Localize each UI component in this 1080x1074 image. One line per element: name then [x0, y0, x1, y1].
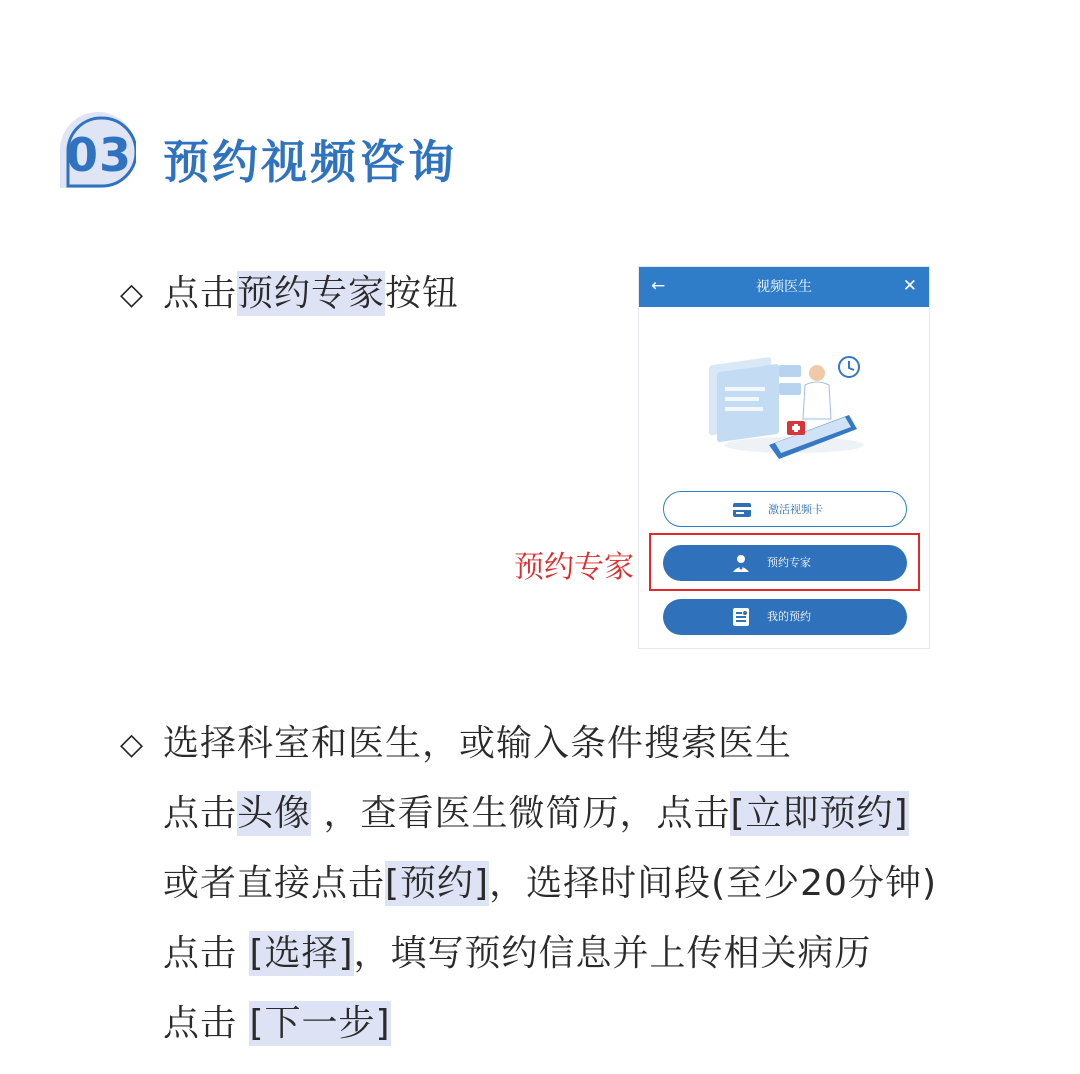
activate-video-card-button[interactable] [663, 491, 907, 527]
book-expert-label: 预约专家 [767, 556, 811, 569]
step2-line5 [163, 1000, 391, 1048]
step2-line5-pre: 点击 [163, 1003, 250, 1044]
step2-line2-mid: ，查看医生微简历，点击 [311, 793, 731, 834]
step1-text-post: 按钮 [385, 273, 460, 314]
back-arrow-icon[interactable]: ← [651, 276, 666, 296]
my-appointments-label: 我的预约 [767, 610, 811, 623]
step2-line2-highlight-book-now: [立即预约] [730, 793, 909, 834]
step2-line4-highlight-select: [选择] [249, 933, 354, 974]
step2-line2 [163, 790, 909, 838]
step2-line2-pre: 点击 [163, 793, 238, 834]
card-icon [732, 500, 752, 520]
bullet-diamond-icon: ◇ [120, 727, 144, 762]
step2-line3-post: ，选择时间段(至少20分钟) [489, 863, 938, 904]
step2-line5-highlight-next: [下一步] [249, 1003, 391, 1044]
phone-screenshot [638, 266, 930, 649]
section-number: 03 [66, 128, 133, 182]
step2-line4 [163, 930, 872, 978]
activate-video-card-label: 激活视频卡 [768, 503, 823, 516]
document-icon [731, 607, 751, 627]
step1-text-pre: 点击 [163, 273, 238, 314]
close-icon[interactable]: ✕ [902, 276, 917, 296]
step2-line2-highlight-avatar: 头像 [237, 793, 312, 834]
doctor-illustration [699, 337, 869, 467]
bullet-diamond-icon: ◇ [120, 277, 144, 312]
step2-line1: 选择科室和医生，或输入条件搜索医生 [163, 723, 793, 764]
callout-label: 预约专家 [514, 550, 634, 585]
step1-highlight: 预约专家 [237, 273, 386, 314]
step2-line3-highlight-book: [预约] [385, 863, 490, 904]
phone-title: 视频医生 [756, 279, 812, 295]
section-title: 预约视频咨询 [163, 135, 457, 189]
my-appointments-button[interactable] [663, 599, 907, 635]
step2-line3-pre: 或者直接点击 [163, 863, 386, 904]
highlight-box [649, 533, 920, 591]
step1-instruction [163, 270, 459, 318]
step2-line4-pre: 点击 [163, 933, 250, 974]
phone-header [639, 267, 929, 307]
step2-line3 [163, 860, 937, 908]
step2-line4-post: ，填写预约信息并上传相关病历 [353, 933, 872, 974]
